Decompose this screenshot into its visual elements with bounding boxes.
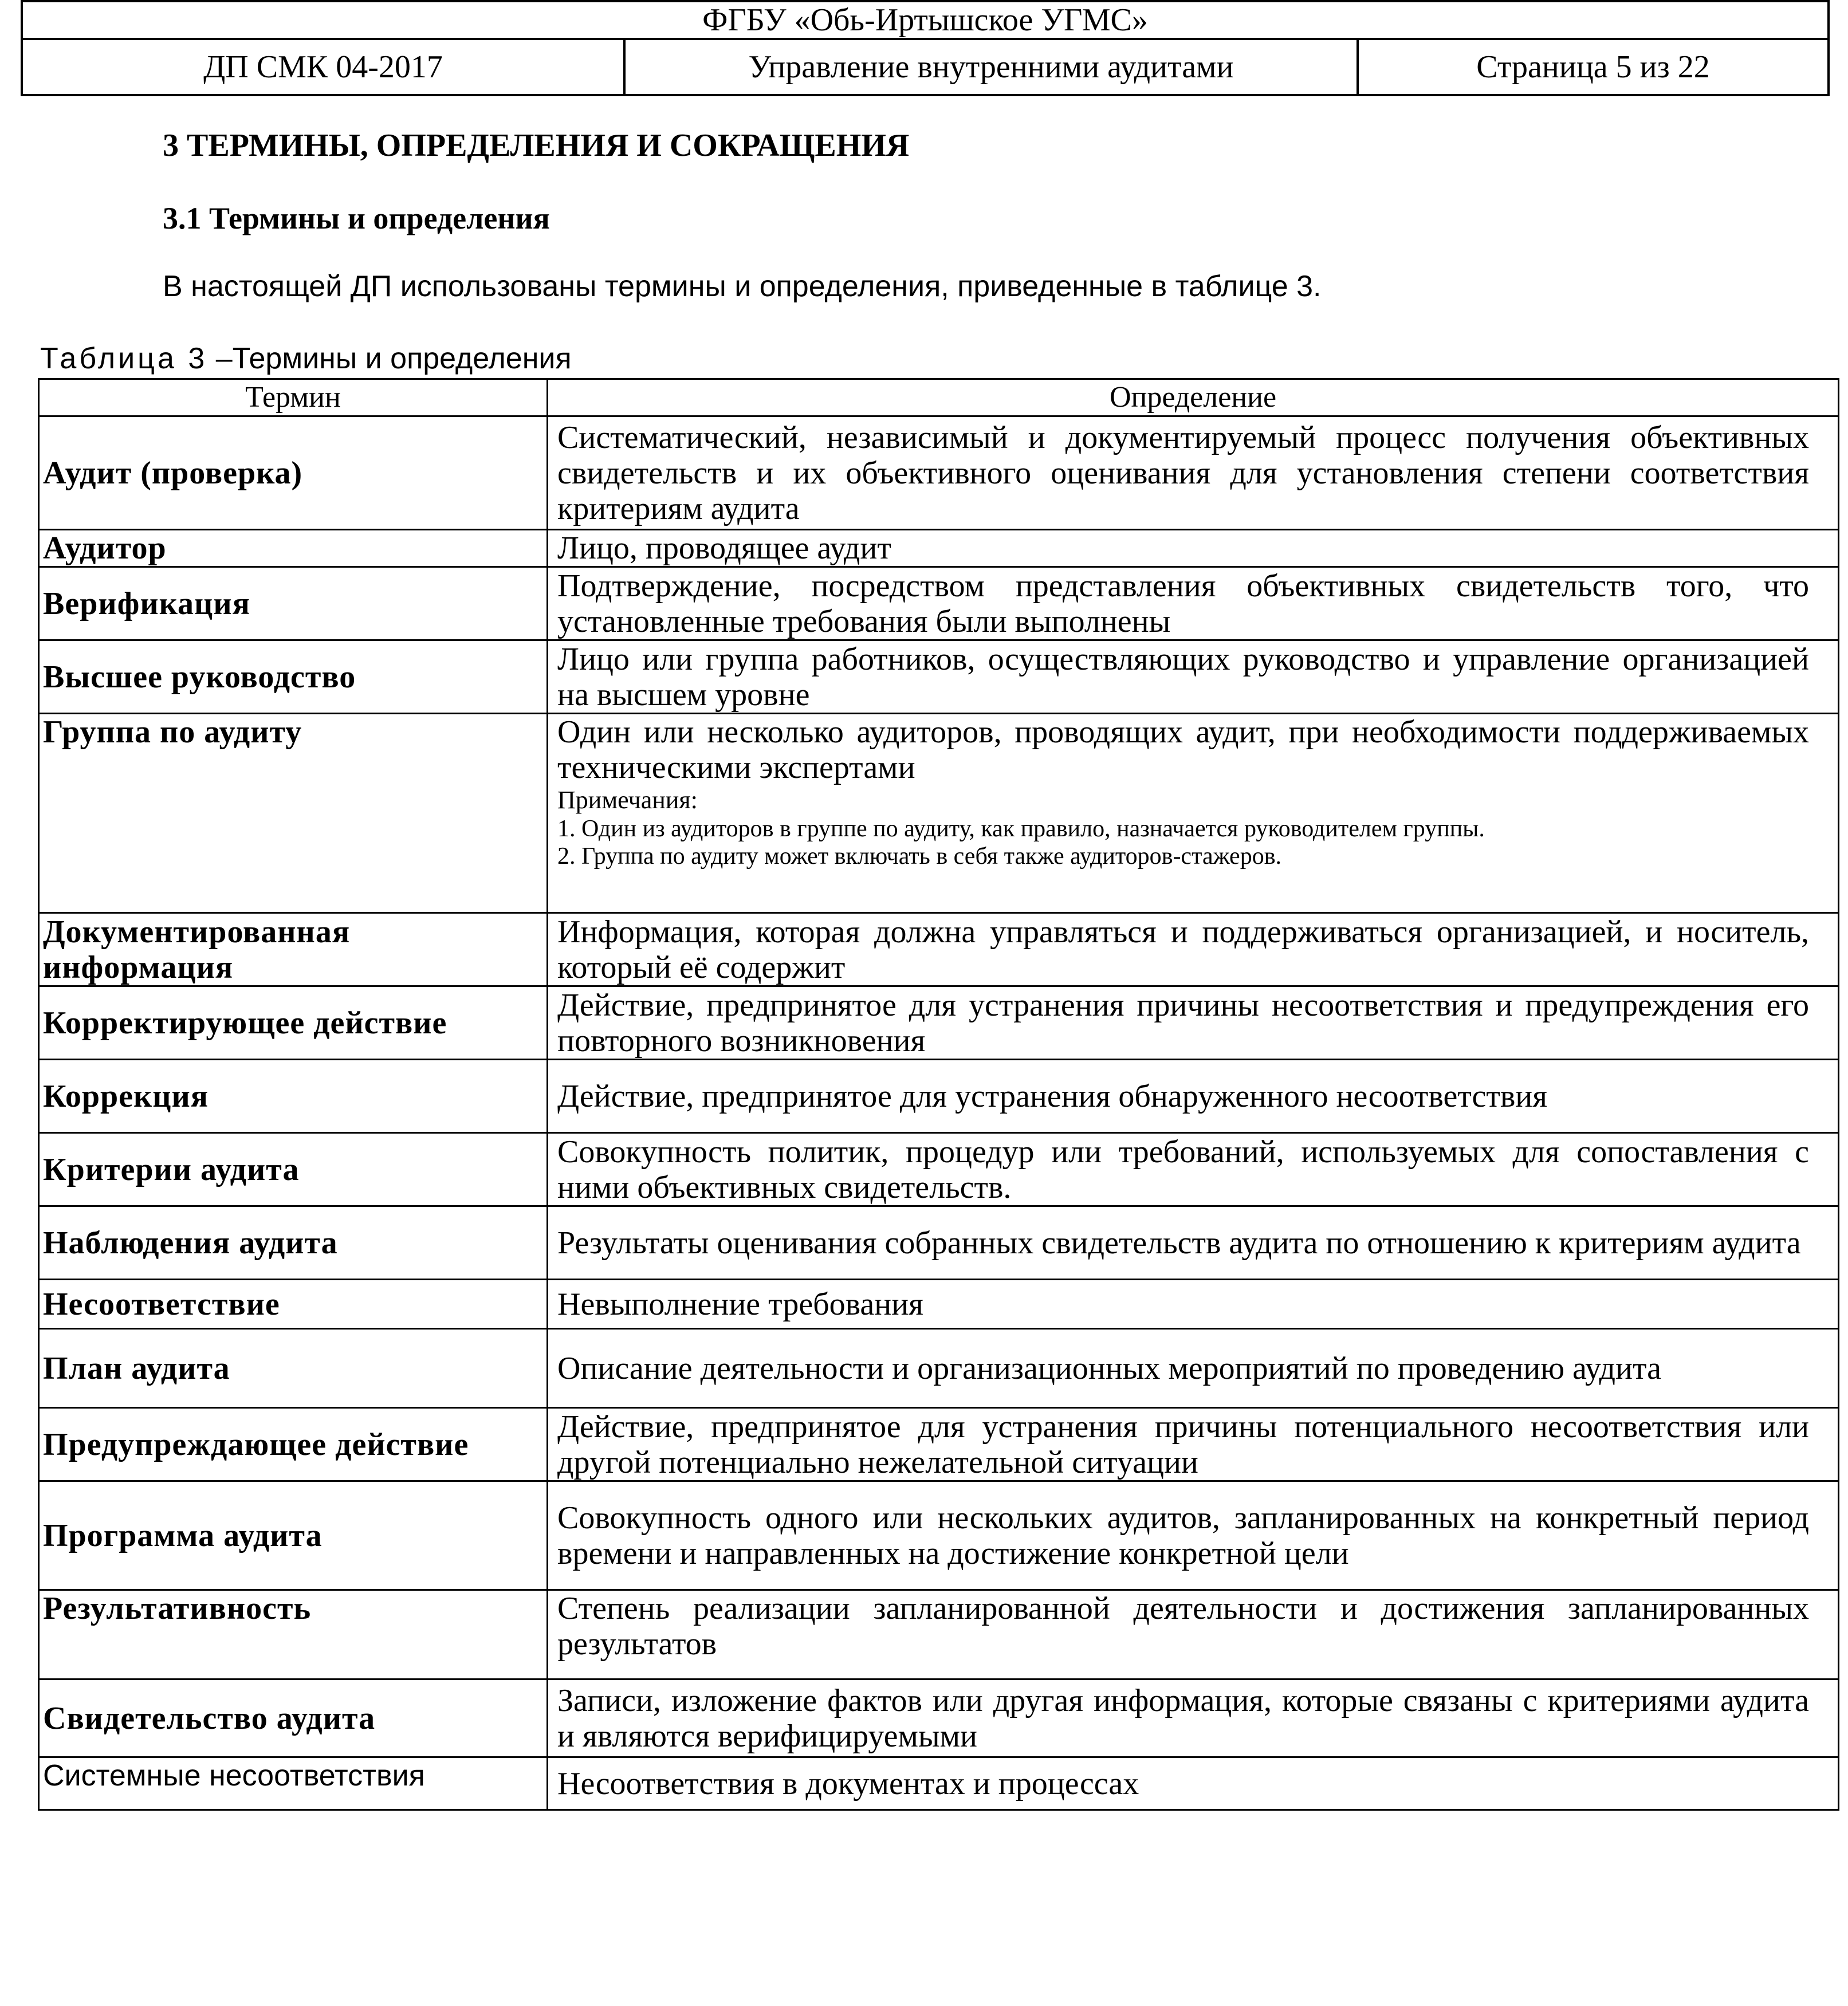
term-cell: Предупреждающее действие — [39, 1408, 548, 1481]
table-header-row — [39, 379, 1839, 416]
table-caption-title: –Термины и определения — [207, 342, 572, 375]
table-row — [39, 1408, 1839, 1481]
table-row — [39, 913, 1839, 986]
document-code: ДП СМК 04-2017 — [22, 39, 624, 95]
term-cell: Наблюдения аудита — [39, 1206, 548, 1280]
table-row — [39, 1280, 1839, 1329]
term-cell: Верификация — [39, 567, 548, 640]
column-header-term: Термин — [39, 379, 548, 416]
table-row — [39, 416, 1839, 530]
term-cell: Документированная информация — [39, 913, 548, 986]
table-caption-prefix: Таблица 3 — [40, 342, 208, 375]
table-row — [39, 1206, 1839, 1280]
term-cell: Несоответствие — [39, 1280, 548, 1329]
table-row — [39, 530, 1839, 567]
term-cell: Группа по аудиту — [39, 714, 548, 913]
table-row — [39, 1329, 1839, 1408]
definition-cell: Совокупность политик, процедур или требований, используемых для сопоставления с ними объективных свидетельств. — [548, 1133, 1839, 1206]
definition-text: Один или несколько аудиторов, проводящих аудит, при необходимости поддерживаемых техническими экспертами — [557, 714, 1809, 785]
term-cell: Аудит (проверка) — [39, 416, 548, 530]
organization-name: ФГБУ «Обь-Иртышское УГМС» — [22, 1, 1829, 39]
table-row — [39, 1590, 1839, 1679]
term-cell: Свидетельство аудита — [39, 1679, 548, 1757]
table-row — [39, 567, 1839, 640]
term-cell: Программа аудита — [39, 1481, 548, 1590]
table-row — [39, 640, 1839, 714]
definition-cell: Невыполнение требования — [548, 1280, 1839, 1329]
definition-cell: Несоответствия в документах и процессах — [548, 1757, 1839, 1810]
document-header — [21, 0, 1830, 96]
term-cell: Корректирующее действие — [39, 986, 548, 1060]
definition-cell: Систематический, независимый и документируемый процесс получения объективных свидетельств и их объективного оценивания для установления степени соответствия критериям аудита — [548, 416, 1839, 530]
term-cell: Высшее руководство — [39, 640, 548, 714]
definition-cell: Действие, предпринятое для устранения причины потенциального несоответствия или другой потенциально нежелательной ситуации — [548, 1408, 1839, 1481]
definition-cell: Лицо или группа работников, осуществляющих руководство и управление организацией на высшем уровне — [548, 640, 1839, 714]
table-row — [39, 986, 1839, 1060]
definition-cell: Результаты оценивания собранных свидетельств аудита по отношению к критериям аудита — [548, 1206, 1839, 1280]
definition-cell: Степень реализации запланированной деятельности и достижения запланированных результатов — [548, 1590, 1839, 1679]
definition-cell — [548, 714, 1839, 913]
terms-table — [38, 378, 1839, 1811]
note-title: Примечания: — [557, 786, 698, 814]
term-cell: Результативность — [39, 1590, 548, 1679]
note-item-1: 1. Один из аудиторов в группе по аудиту, как правило, назначается руководителем группы. — [557, 816, 1485, 842]
term-cell: Аудитор — [39, 530, 548, 567]
page-number: Страница 5 из 22 — [1358, 39, 1829, 95]
note-item-2: 2. Группа по аудиту может включать в себя также аудиторов-стажеров. — [557, 843, 1282, 870]
table-row — [39, 714, 1839, 913]
definition-cell: Записи, изложение фактов или другая информация, которые связаны с критериями аудита и являются верифицируемыми — [548, 1679, 1839, 1757]
definition-cell: Описание деятельности и организационных мероприятий по проведению аудита — [548, 1329, 1839, 1408]
table-row — [39, 1481, 1839, 1590]
term-cell: Системные несоответствия — [39, 1757, 548, 1810]
intro-paragraph: В настоящей ДП использованы термины и определения, приведенные в таблице 3. — [163, 270, 1322, 303]
table-row — [39, 1133, 1839, 1206]
term-cell: План аудита — [39, 1329, 548, 1408]
document-title: Управление внутренними аудитами — [624, 39, 1358, 95]
definition-cell: Информация, которая должна управляться и поддерживаться организацией, и носитель, который её содержит — [548, 913, 1839, 986]
definition-cell: Действие, предпринятое для устранения обнаруженного несоответствия — [548, 1060, 1839, 1133]
definition-cell: Совокупность одного или нескольких аудитов, запланированных на конкретный период времени и направленных на достижение конкретной цели — [548, 1481, 1839, 1590]
table-row — [39, 1060, 1839, 1133]
table-row — [39, 1757, 1839, 1810]
table-row — [39, 1679, 1839, 1757]
section-heading: 3 ТЕРМИНЫ, ОПРЕДЕЛЕНИЯ И СОКРАЩЕНИЯ — [163, 128, 910, 163]
term-cell: Критерии аудита — [39, 1133, 548, 1206]
column-header-definition: Определение — [548, 379, 1839, 416]
definition-cell: Подтверждение, посредством представления объективных свидетельств того, что установленные требования были выполнены — [548, 567, 1839, 640]
table-caption — [40, 341, 572, 376]
term-cell: Коррекция — [39, 1060, 548, 1133]
definition-cell: Лицо, проводящее аудит — [548, 530, 1839, 567]
definition-cell: Действие, предпринятое для устранения причины несоответствия и предупреждения его повторного возникновения — [548, 986, 1839, 1060]
subsection-heading: 3.1 Термины и определения — [163, 201, 550, 235]
